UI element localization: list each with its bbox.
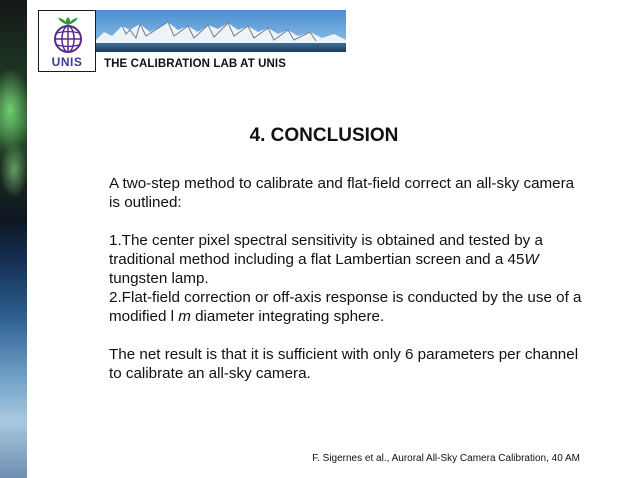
logo-text: UNIS	[51, 55, 83, 69]
unis-logo	[38, 10, 96, 72]
item2-text-b: diameter integrating sphere.	[190, 308, 385, 325]
header-title: THE CALIBRATION LAB AT UNIS	[104, 58, 286, 70]
aurora-side-strip	[0, 0, 27, 478]
slide-body	[109, 174, 589, 383]
item2-text-a: 2.Flat-field correction or off-axis response is conducted by the use of a modified l	[109, 289, 582, 325]
item1-text-b: tungsten lamp.	[109, 270, 209, 287]
slide-header	[38, 10, 346, 76]
footer-citation: F. Sigernes et al., Auroral All-Sky Camera Calibration, 40 AM	[312, 453, 580, 464]
paragraph-gap	[109, 326, 589, 345]
conclusion-paragraph: The net result is that it is sufficient with only 6 parameters per channel to calibrate an all-sky camera.	[109, 346, 579, 382]
globe-icon	[49, 15, 87, 55]
list-item-1	[109, 231, 589, 288]
intro-paragraph: A two-step method to calibrate and flat-field correct an all-sky camera is outlined:	[109, 175, 575, 211]
item2-italic: m	[178, 308, 191, 325]
item1-italic: W	[524, 251, 539, 268]
list-item-2	[109, 288, 589, 326]
paragraph-gap	[109, 212, 589, 231]
slide-title: 4. CONCLUSION	[249, 125, 399, 146]
item1-text-a: 1.The center pixel spectral sensitivity is obtained and tested by a traditional method including a flat Lambertian screen and a 45	[109, 232, 543, 268]
mountain-banner	[96, 10, 346, 52]
